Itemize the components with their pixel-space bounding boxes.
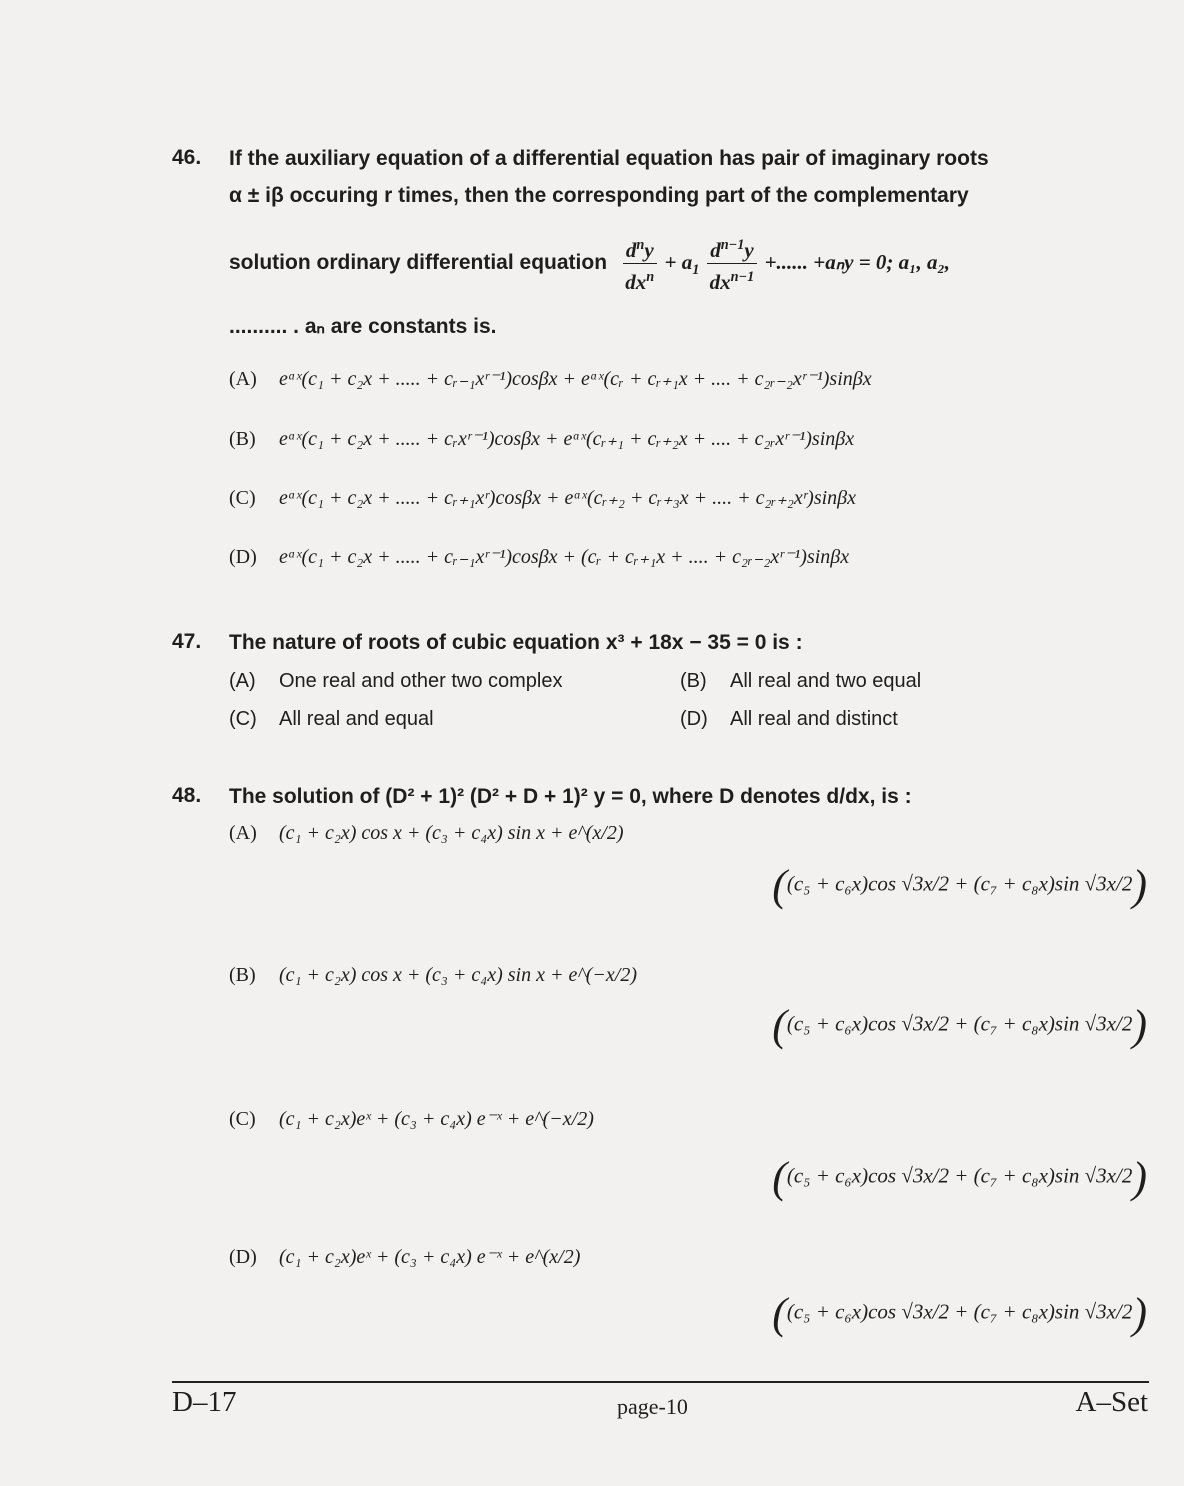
question-48 bbox=[172, 778, 1157, 1378]
bracket-term: ((c₅ + c₆x)cos √3x/2 + (c₇ + c₈x)sin √3x/2) bbox=[772, 1289, 1147, 1338]
option-label: (C) bbox=[229, 1108, 256, 1130]
option-a[interactable] bbox=[229, 670, 563, 693]
option-c[interactable] bbox=[229, 708, 434, 731]
footer-rule bbox=[172, 1381, 1149, 1383]
derivative-fraction: $\frac{d^{n-1}y}{dx^{n-1}}$ bbox=[707, 232, 757, 295]
option-a[interactable] bbox=[229, 822, 624, 845]
option-label: (A) bbox=[229, 822, 257, 844]
option-text: All real and distinct bbox=[730, 708, 898, 730]
bracket-term-text: (c₅ + c₆x)cos √3x/2 + (c₇ + c₈x)sin √3x/2 bbox=[786, 871, 1133, 896]
stem-text: solution ordinary differential equation bbox=[229, 251, 608, 275]
option-text: All real and two equal bbox=[730, 670, 922, 692]
question-stem-line: If the auxiliary equation of a differential equation has pair of imaginary roots bbox=[229, 147, 989, 170]
page-number: page-10 bbox=[617, 1394, 688, 1419]
footer-left: D–17 bbox=[172, 1386, 237, 1418]
question-number: 47. bbox=[172, 630, 202, 653]
bracket-term-text: (c₅ + c₆x)cos √3x/2 + (c₇ + c₈x)sin √3x/2 bbox=[786, 1011, 1133, 1036]
option-label: (C) bbox=[229, 487, 256, 509]
question-stem-line-eq: solution ordinary differential equation $\frac{d^ny}{dx^n}$ + $a_1$ $\frac{d^{n-1}y}{dx^{n-1}}$ +...... +aₙy = 0; a₁, a₂, bbox=[229, 232, 950, 298]
footer-right: A–Set bbox=[1075, 1386, 1148, 1418]
option-b[interactable] bbox=[229, 426, 854, 451]
option-text: eᵅˣ(c₁ + c₂x + ..... + cᵣ₋₁xʳ⁻¹)cosβx + eᵅˣ(cᵣ + cᵣ₊₁x + .... + c₂ᵣ₋₂xʳ⁻¹)sinβx bbox=[279, 368, 872, 390]
option-text: eᵅˣ(c₁ + c₂x + ..... + cᵣxʳ⁻¹)cosβx + eᵅˣ(cᵣ₊₁ + cᵣ₊₂x + .... + c₂ᵣxʳ⁻¹)sinβx bbox=[279, 428, 855, 450]
question-stem-line: .......... . aₙ are constants is. bbox=[229, 315, 497, 338]
option-label: (D) bbox=[680, 708, 708, 730]
option-d[interactable] bbox=[229, 1244, 580, 1269]
option-text: (c₁ + c₂x) cos x + (c₃ + c₄x) sin x + e^(x/2) bbox=[279, 822, 624, 844]
question-number: 46. bbox=[172, 146, 202, 169]
option-text: All real and equal bbox=[279, 708, 434, 730]
option-c[interactable] bbox=[229, 1106, 594, 1131]
option-text: (c₁ + c₂x) cos x + (c₃ + c₄x) sin x + e^(−x/2) bbox=[279, 964, 638, 986]
option-text: One real and other two complex bbox=[279, 670, 563, 692]
option-text: eᵅˣ(c₁ + c₂x + ..... + cᵣ₋₁xʳ⁻¹)cosβx + (cᵣ + cᵣ₊₁x + .... + c₂ᵣ₋₂xʳ⁻¹)sinβx bbox=[279, 546, 850, 568]
option-a[interactable] bbox=[229, 366, 872, 391]
option-c[interactable] bbox=[229, 485, 856, 510]
option-b[interactable] bbox=[229, 964, 637, 987]
derivative-fraction: $\frac{d^ny}{dx^n}$ bbox=[623, 232, 657, 295]
option-label: (C) bbox=[229, 708, 257, 730]
option-text: (c₁ + c₂x)eˣ + (c₃ + c₄x) e⁻ˣ + e^(x/2) bbox=[279, 1246, 581, 1268]
equation-tail: +...... +aₙy = 0; a₁, a₂, bbox=[764, 250, 951, 275]
bracket-term: ((c₅ + c₆x)cos √3x/2 + (c₇ + c₈x)sin √3x/2) bbox=[772, 1153, 1147, 1202]
option-d[interactable] bbox=[680, 708, 898, 731]
question-stem-line: α ± iβ occuring r times, then the corresponding part of the complementary bbox=[229, 184, 969, 207]
option-label: (A) bbox=[229, 670, 256, 692]
option-label: (D) bbox=[229, 1246, 257, 1268]
option-b[interactable] bbox=[680, 670, 921, 693]
option-text: (c₁ + c₂x)eˣ + (c₃ + c₄x) e⁻ˣ + e^(−x/2) bbox=[279, 1108, 594, 1130]
bracket-term-text: (c₅ + c₆x)cos √3x/2 + (c₇ + c₈x)sin √3x/2 bbox=[786, 1163, 1133, 1188]
option-label: (A) bbox=[229, 368, 257, 390]
option-label: (B) bbox=[229, 428, 256, 450]
question-number: 48. bbox=[172, 784, 202, 807]
option-label: (D) bbox=[229, 546, 257, 568]
question-stem: The solution of (D² + 1)² (D² + D + 1)² y = 0, where D denotes d/dx, is : bbox=[229, 785, 912, 808]
option-label: (B) bbox=[680, 670, 707, 692]
bracket-term-text: (c₅ + c₆x)cos √3x/2 + (c₇ + c₈x)sin √3x/2 bbox=[786, 1299, 1133, 1324]
question-stem: The nature of roots of cubic equation x³ + 18x − 35 = 0 is : bbox=[229, 631, 803, 654]
bracket-term: ((c₅ + c₆x)cos √3x/2 + (c₇ + c₈x)sin √3x/2) bbox=[772, 1001, 1147, 1050]
option-d[interactable] bbox=[229, 544, 849, 569]
bracket-term: ((c₅ + c₆x)cos √3x/2 + (c₇ + c₈x)sin √3x/2) bbox=[772, 861, 1147, 910]
option-label: (B) bbox=[229, 964, 256, 986]
option-text: eᵅˣ(c₁ + c₂x + ..... + cᵣ₊₁xʳ)cosβx + eᵅˣ(cᵣ₊₂ + cᵣ₊₃x + .... + c₂ᵣ₊₂xʳ)sinβx bbox=[279, 487, 857, 509]
